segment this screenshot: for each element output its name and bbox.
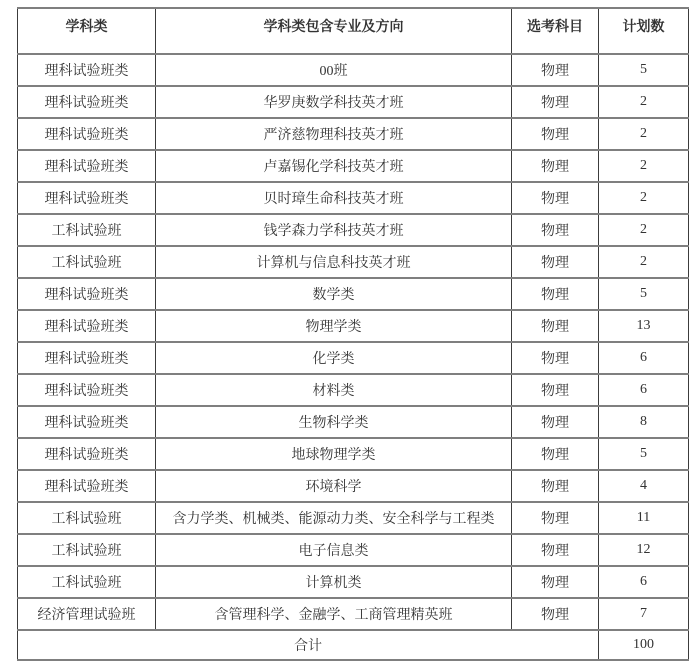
subject-category-cell: 理科试验班类 — [18, 406, 156, 438]
total-label-cell: 合计 — [18, 630, 599, 660]
subject-category-cell: 理科试验班类 — [18, 118, 156, 150]
majors-cell: 计算机与信息科技英才班 — [156, 246, 512, 278]
subject-category-cell: 理科试验班类 — [18, 470, 156, 502]
table-row — [18, 342, 689, 374]
exam-subject-cell: 物理 — [512, 566, 599, 598]
plan-count-cell: 2 — [599, 214, 689, 246]
plan-count-cell: 6 — [599, 566, 689, 598]
subject-category-cell: 经济管理试验班 — [18, 598, 156, 630]
plan-count-cell: 5 — [599, 278, 689, 310]
majors-cell: 电子信息类 — [156, 534, 512, 566]
subject-category-cell: 工科试验班 — [18, 246, 156, 278]
plan-count-cell: 13 — [599, 310, 689, 342]
subject-category-cell: 理科试验班类 — [18, 374, 156, 406]
header-subject-category: 学科类 — [18, 8, 156, 54]
plan-count-cell: 2 — [599, 182, 689, 214]
table-row — [18, 310, 689, 342]
plan-count-cell: 5 — [599, 438, 689, 470]
table-row — [18, 118, 689, 150]
exam-subject-cell: 物理 — [512, 534, 599, 566]
majors-cell: 材料类 — [156, 374, 512, 406]
majors-cell: 环境科学 — [156, 470, 512, 502]
exam-subject-cell: 物理 — [512, 342, 599, 374]
table-row — [18, 278, 689, 310]
exam-subject-cell: 物理 — [512, 118, 599, 150]
majors-cell: 钱学森力学科技英才班 — [156, 214, 512, 246]
exam-subject-cell: 物理 — [512, 438, 599, 470]
table-row — [18, 86, 689, 118]
subject-category-cell: 理科试验班类 — [18, 438, 156, 470]
majors-cell: 物理学类 — [156, 310, 512, 342]
subject-category-cell: 工科试验班 — [18, 214, 156, 246]
table-row — [18, 182, 689, 214]
table-row — [18, 598, 689, 630]
subject-category-cell: 理科试验班类 — [18, 182, 156, 214]
majors-cell: 生物科学类 — [156, 406, 512, 438]
plan-count-cell: 2 — [599, 118, 689, 150]
exam-subject-cell: 物理 — [512, 214, 599, 246]
exam-subject-cell: 物理 — [512, 470, 599, 502]
total-count-cell: 100 — [599, 630, 689, 660]
subject-category-cell: 理科试验班类 — [18, 278, 156, 310]
plan-count-cell: 7 — [599, 598, 689, 630]
majors-cell: 华罗庚数学科技英才班 — [156, 86, 512, 118]
exam-subject-cell: 物理 — [512, 598, 599, 630]
exam-subject-cell: 物理 — [512, 246, 599, 278]
exam-subject-cell: 物理 — [512, 406, 599, 438]
table-row — [18, 566, 689, 598]
table-header-row — [18, 8, 689, 54]
subject-category-cell: 工科试验班 — [18, 566, 156, 598]
majors-cell: 贝时璋生命科技英才班 — [156, 182, 512, 214]
plan-count-cell: 6 — [599, 374, 689, 406]
table-row — [18, 502, 689, 534]
plan-count-cell: 2 — [599, 150, 689, 182]
majors-cell: 含管理科学、金融学、工商管理精英班 — [156, 598, 512, 630]
header-majors: 学科类包含专业及方向 — [156, 8, 512, 54]
plan-count-cell: 12 — [599, 534, 689, 566]
table-row — [18, 438, 689, 470]
plan-count-cell: 5 — [599, 54, 689, 86]
exam-subject-cell: 物理 — [512, 502, 599, 534]
table-row — [18, 470, 689, 502]
subject-category-cell: 工科试验班 — [18, 502, 156, 534]
subject-category-cell: 工科试验班 — [18, 534, 156, 566]
admission-plan-table-container — [17, 7, 689, 661]
plan-count-cell: 2 — [599, 86, 689, 118]
exam-subject-cell: 物理 — [512, 150, 599, 182]
majors-cell: 含力学类、机械类、能源动力类、安全科学与工程类 — [156, 502, 512, 534]
header-exam-subject: 选考科目 — [512, 8, 599, 54]
table-row — [18, 534, 689, 566]
subject-category-cell: 理科试验班类 — [18, 54, 156, 86]
table-row — [18, 54, 689, 86]
majors-cell: 计算机类 — [156, 566, 512, 598]
table-row — [18, 246, 689, 278]
plan-count-cell: 6 — [599, 342, 689, 374]
subject-category-cell: 理科试验班类 — [18, 86, 156, 118]
majors-cell: 00班 — [156, 54, 512, 86]
exam-subject-cell: 物理 — [512, 54, 599, 86]
plan-count-cell: 2 — [599, 246, 689, 278]
majors-cell: 地球物理学类 — [156, 438, 512, 470]
admission-plan-table — [17, 7, 689, 661]
exam-subject-cell: 物理 — [512, 278, 599, 310]
subject-category-cell: 理科试验班类 — [18, 150, 156, 182]
majors-cell: 严济慈物理科技英才班 — [156, 118, 512, 150]
exam-subject-cell: 物理 — [512, 182, 599, 214]
subject-category-cell: 理科试验班类 — [18, 342, 156, 374]
exam-subject-cell: 物理 — [512, 310, 599, 342]
table-row — [18, 406, 689, 438]
majors-cell: 卢嘉锡化学科技英才班 — [156, 150, 512, 182]
plan-count-cell: 11 — [599, 502, 689, 534]
table-body — [18, 54, 689, 660]
subject-category-cell: 理科试验班类 — [18, 310, 156, 342]
table-row — [18, 214, 689, 246]
table-row — [18, 150, 689, 182]
plan-count-cell: 8 — [599, 406, 689, 438]
exam-subject-cell: 物理 — [512, 86, 599, 118]
header-plan-count: 计划数 — [599, 8, 689, 54]
majors-cell: 化学类 — [156, 342, 512, 374]
plan-count-cell: 4 — [599, 470, 689, 502]
table-total-row — [18, 630, 689, 660]
table-row — [18, 374, 689, 406]
exam-subject-cell: 物理 — [512, 374, 599, 406]
majors-cell: 数学类 — [156, 278, 512, 310]
